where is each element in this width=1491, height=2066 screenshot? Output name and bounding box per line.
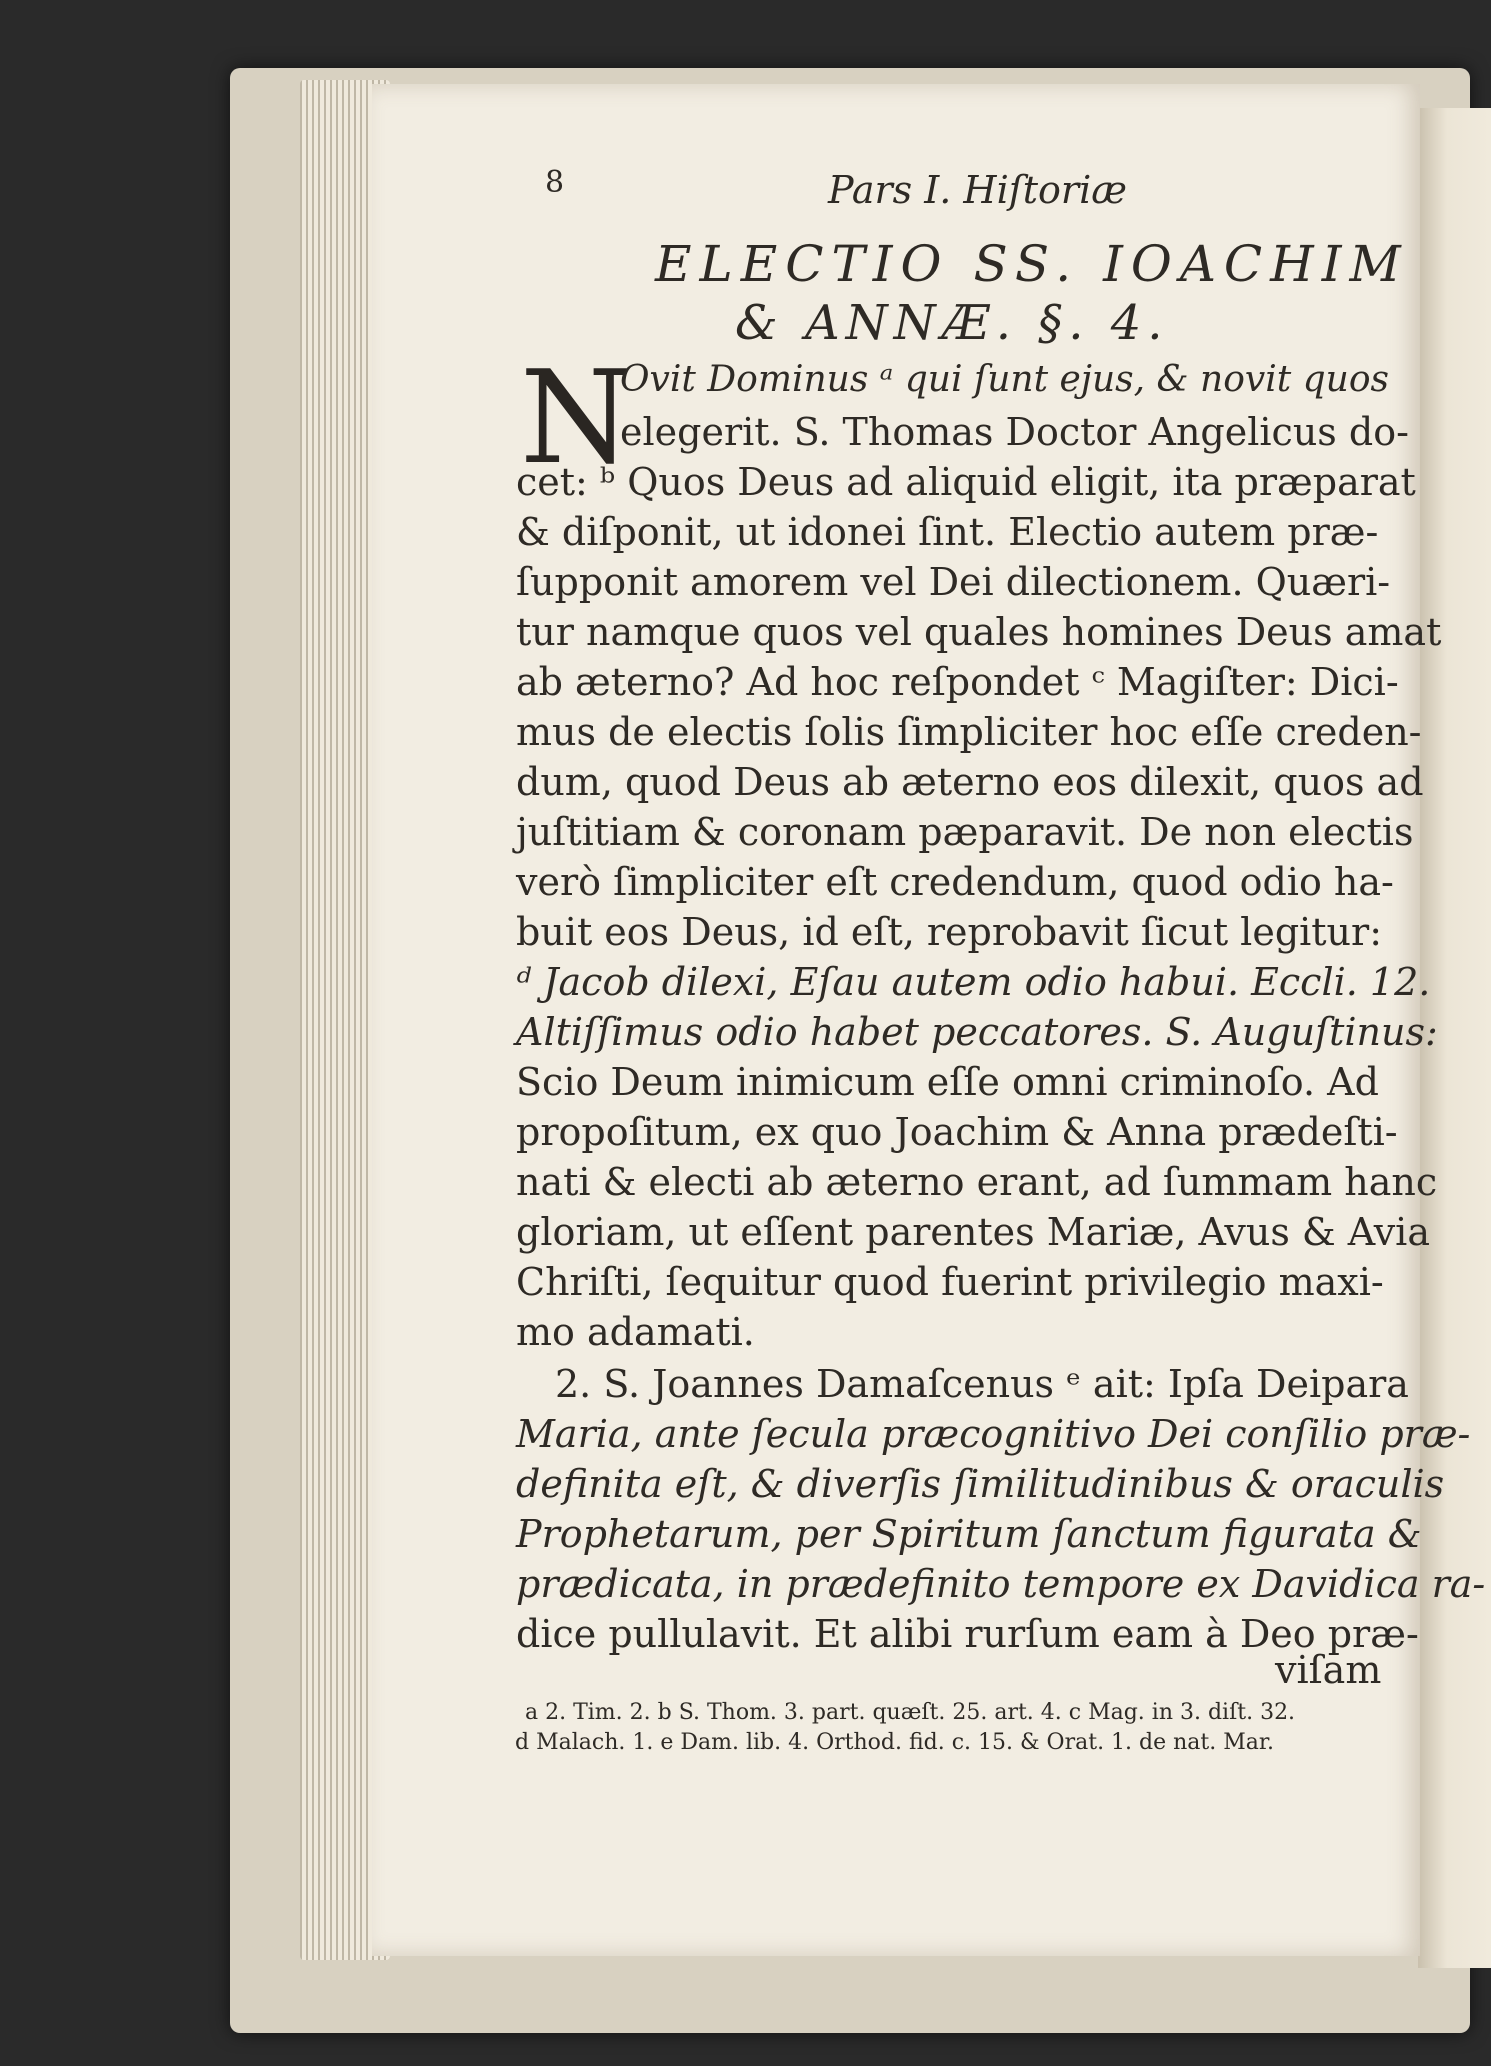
body-line: prædicata, in prædefinito tempore ex Davidica ra- [516,1562,1486,1606]
body-line: mo adamati. [516,1310,755,1354]
section-title-line2: & ANNÆ. §. 4. [735,295,1169,351]
body-line: 2. S. Joannes Damaſcenus ᵉ ait: Ipſa Deipara [555,1362,1409,1406]
drop-cap: N [520,344,632,493]
body-line: ſupponit amorem vel Dei dilectionem. Quæri- [516,560,1391,604]
footnote-line: a 2. Tim. 2. b S. Thom. 3. part. quæſt. 25. art. 4. c Mag. in 3. diſt. 32. [525,1700,1296,1725]
body-line: nati & electi ab æterno erant, ad ſummam hanc [516,1160,1438,1204]
catchword: viſam [1275,1648,1382,1692]
body-line: ᵈ Jacob dilexi, Eſau autem odio habui. Eccli. 12. [516,960,1431,1004]
body-line: & diſponit, ut idonei ſint. Electio autem præ- [516,510,1379,554]
body-line: definita eſt, & diverſis ſimilitudinibus & oraculis [516,1462,1445,1506]
body-line: verò ſimpliciter eſt credendum, quod odio ha- [516,860,1394,904]
running-head: Pars I. Hiſtoriæ [828,168,1127,212]
body-line: mus de electis ſolis ſimpliciter hoc eſſe creden- [516,710,1422,754]
page-number: 8 [545,165,565,200]
body-line: elegerit. S. Thomas Doctor Angelicus do- [620,410,1409,454]
body-line: dice pullulavit. Et alibi rurſum eam à Deo præ- [516,1612,1419,1656]
body-line: Maria, ante ſecula præcognitivo Dei conſilio præ- [516,1412,1471,1456]
body-line: tur namque quos vel quales homines Deus amat [516,610,1442,654]
body-line: Chriſti, ſequitur quod fuerint privilegio maxi- [516,1260,1384,1304]
body-line: gloriam, ut eſſent parentes Mariæ, Avus & Avia [516,1210,1430,1254]
body-line: dum, quod Deus ab æterno eos dilexit, quos ad [516,760,1424,804]
body-line: Ovit Dominus ᵃ qui ſunt ejus, & novit quos [620,359,1390,400]
body-line: propoſitum, ex quo Joachim & Anna prædeſti- [516,1110,1398,1154]
body-line: buit eos Deus, id eſt, reprobavit ſicut legitur: [516,910,1383,954]
footnote-line: d Malach. 1. e Dam. lib. 4. Orthod. fid. c. 15. & Orat. 1. de nat. Mar. [515,1730,1274,1755]
body-line: Altiſſimus odio habet peccatores. S. Auguſtinus: [516,1010,1438,1054]
section-title-line1: ELECTIO SS. IOACHIM [655,235,1409,293]
body-line: Scio Deum inimicum eſſe omni criminoſo. Ad [516,1060,1379,1104]
body-line: juſtitiam & coronam pæparavit. De non electis [516,810,1414,854]
body-line: ab æterno? Ad hoc reſpondet ᶜ Magiſter: Dici- [516,660,1399,704]
body-line: Prophetarum, per Spiritum ſanctum figurata & [516,1512,1422,1556]
body-line: cet: ᵇ Quos Deus ad aliquid eligit, ita præparat [516,460,1416,504]
